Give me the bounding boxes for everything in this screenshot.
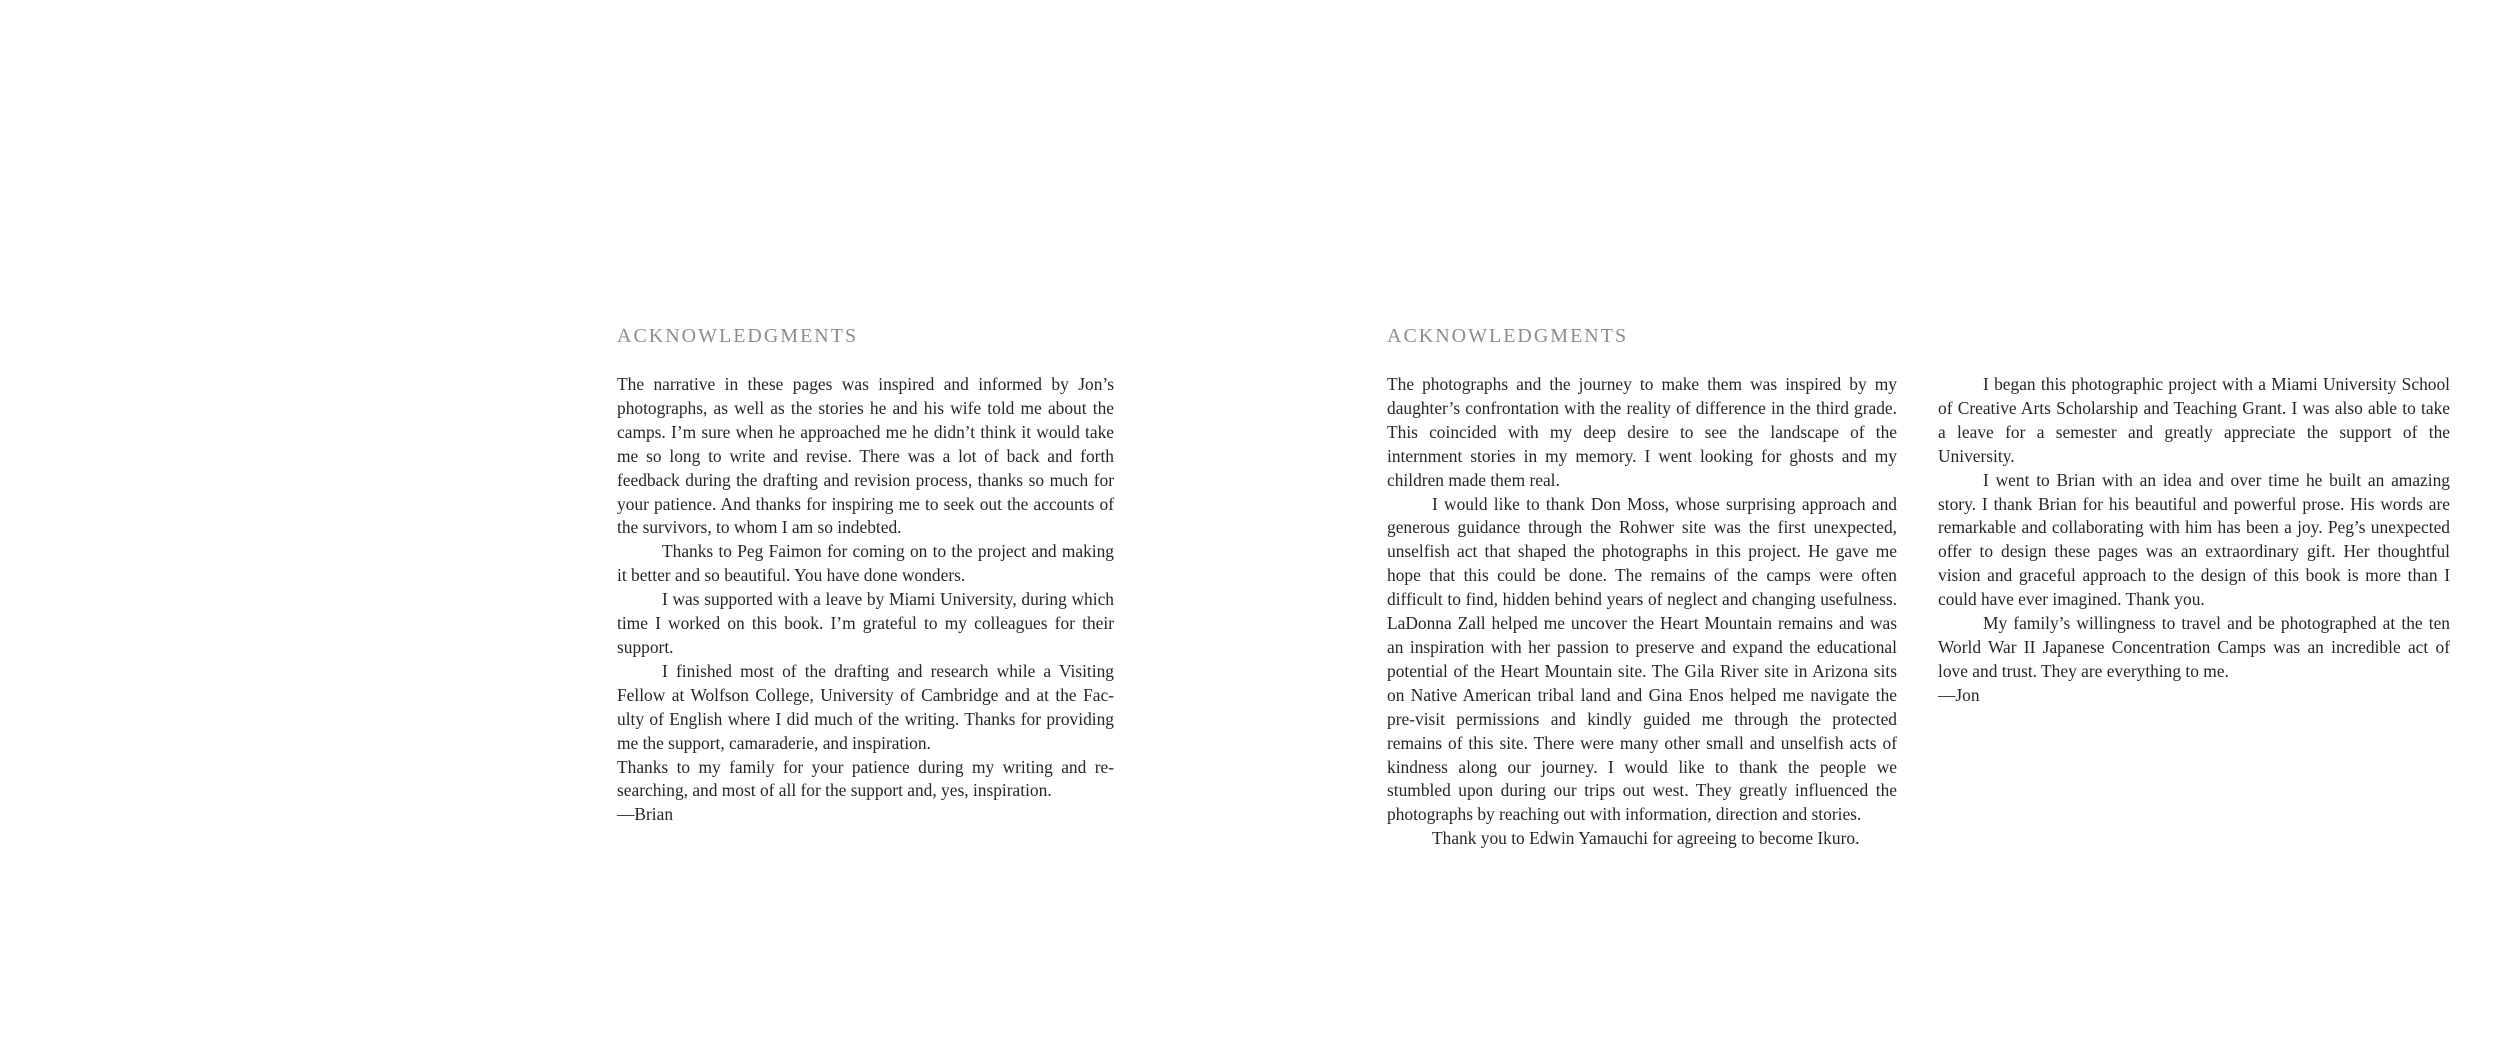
paragraph: I finished most of the drafting and research while a Visiting Fellow at Wolfson College, University of Cambridge and at the Faculty of English where I did much of the writing. Thanks for providing me the support, camaraderie, and inspiration. [617,660,1114,753]
left-page-heading: ACKNOWLEDGMENTS [617,325,859,347]
right-page-column-1 [1387,373,1897,851]
left-page-body [617,373,1114,827]
signature-jon: —Jon [1938,684,1980,705]
right-page-heading: ACKNOWLEDGMENTS [1387,325,1629,347]
paragraph: Thank you to Edwin Yamauchi for agreeing to become Ikuro. [1432,828,1860,849]
paragraph: I went to Brian with an idea and over time he built an amazing story. I thank Brian for his beautiful and powerful prose. His words are remarkable and collaborating with him has been a joy. Peg’s unexpected offer to design these pages was an extraordinary gift. Her thoughtful vision and graceful approach to the design of this book is more than I could have ever imagined. Thank you. [1938,469,2450,610]
paragraph: The photographs and the journey to make them was inspired by my daughter’s confrontation with the reality of difference in the third grade. This coincided with my deep desire to see the landscape of the internment stories in my memory. I went looking for ghosts and my children made them real. [1387,374,1897,490]
paragraph: Thanks to Peg Faimon for coming on to the project and making it better and so beautiful. You have done wonders. [617,541,1114,586]
paragraph: I would like to thank Don Moss, whose surprising approach and generous guidance through the Rohwer site was the first unexpected, unselfish act that shaped the photographs in this project. He gave me hope that this could be done. The remains of the camps were often difficult to find, hidden behind years of neglect and changing usefulness. LaDonna Zall helped me uncover the Heart Mountain remains and was an inspiration with her passion to preserve and expand the educational potential of the Heart Mountain site. The Gila River site in Arizona sits on Native American tribal land and Gina Enos helped me navigate the pre-visit permissions and kindly guided me through the protected remains of this site. There were many other small and unselfish acts of kindness along our journey. I would like to thank the people we stumbled upon during our trips out west. They greatly influenced the photographs by reaching out with information, direction and stories. [1387,493,1897,825]
paragraph: The narrative in these pages was inspired and informed by Jon’s photographs, as well as the stories he and his wife told me about the camps. I’m sure when he approached me he didn’t think it would take me so long to write and revise. There was a lot of back and forth feedback during the drafting and revision process, thanks so much for your patience. And thanks for inspiring me to seek out the accounts of the survivors, to whom I am so indebted. [617,374,1114,538]
right-page-column-2 [1938,373,2450,708]
paragraph: I began this photographic project with a Miami University School of Creative Arts Scholarship and Teaching Grant. I was also able to take a leave for a semester and greatly appreciate the support of the University. [1938,374,2450,466]
paragraph: Thanks to my family for your patience during my writing and researching, and most of all for the support and, yes, inspiration. [617,756,1114,801]
right-page [1250,0,2500,1053]
paragraph: My family’s willingness to travel and be photographed at the ten World War II Japanese Concentration Camps was an incredible act of love and trust. They are everything to me. [1938,613,2450,681]
paragraph: I was supported with a leave by Miami University, during which time I worked on this book. I’m grateful to my colleagues for their support. [617,589,1114,657]
signature-brian: —Brian [617,804,674,825]
